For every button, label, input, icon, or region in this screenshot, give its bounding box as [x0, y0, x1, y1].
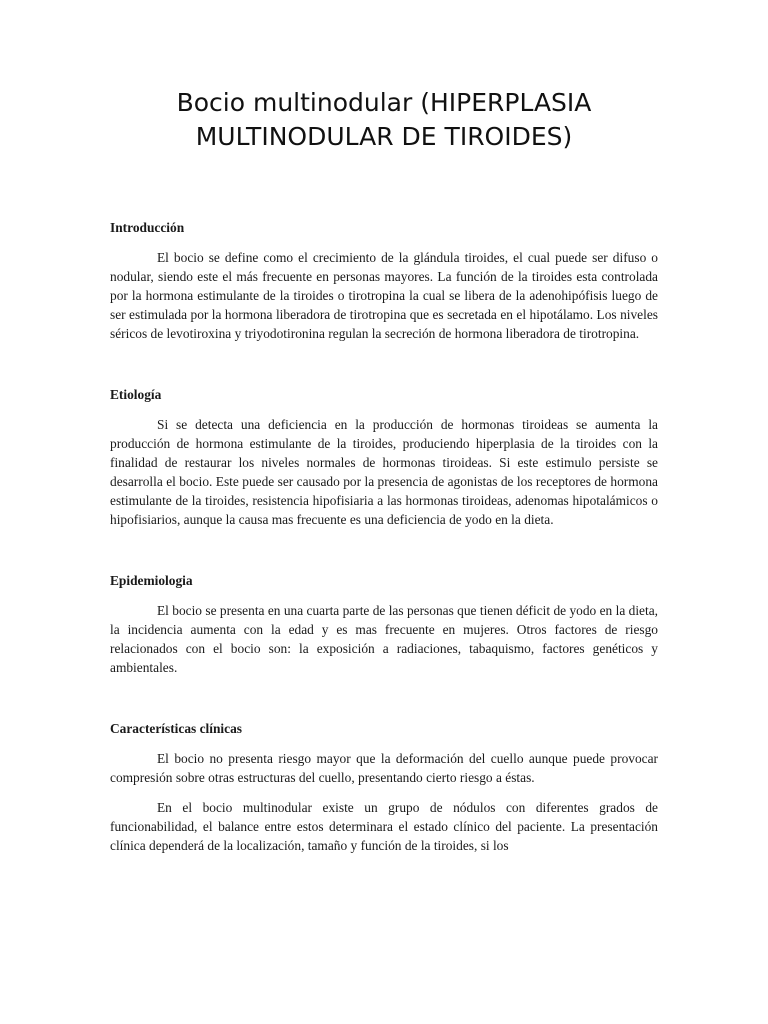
- paragraph: El bocio se define como el crecimiento de la glándula tiroides, el cual puede ser difuso o nodular, siendo este el más frecuente en personas mayores. La función de la tiroides esta controlada por la hormona estimulante de la tiroides o tirotropina la cual se libera de la adenohipófisis luego de ser estimulada por la hormona liberadora de tirotropina que es secretada en el hipotálamo. Los niveles séricos de levotiroxina y triyodotironina regulan la secreción de hormona liberadora de tirotropina.: [110, 250, 658, 341]
- page-title: [60, 86, 708, 154]
- paragraph: En el bocio multinodular existe un grupo de nódulos con diferentes grados de funcionabilidad, el balance entre estos determinara el estado clínico del paciente. La presentación clínica dependerá de la localización, tamaño y función de la tiroides, si los: [110, 800, 658, 853]
- section-heading: Características clínicas: [110, 721, 243, 736]
- paragraph: El bocio no presenta riesgo mayor que la deformación del cuello aunque puede provocar compresión sobre otras estructuras del cuello, presentando cierto riesgo a éstas.: [110, 751, 658, 785]
- section-spacer: [110, 540, 658, 571]
- paragraph: Si se detecta una deficiencia en la producción de hormonas tiroideas se aumenta la producción de hormona estimulante de la tiroides, produciendo hiperplasia de la tiroides con la finalidad de restaurar los niveles normales de hormonas tiroideas. Si este estimulo persiste se desarrolla el bocio. Este puede ser causado por la presencia de agonistas de los receptores de hormona estimulante de la tiroides, resistencia hipofisiaria a las hormonas tiroideas, adenomas hipotalámicos o hipofisiarios, aunque la causa mas frecuente es una deficiencia de yodo en la dieta.: [110, 417, 658, 527]
- section-introduccion: [110, 218, 658, 343]
- section-heading: Epidemiologia: [110, 573, 193, 588]
- section-heading: Etiología: [110, 387, 162, 402]
- section-spacer: [110, 688, 658, 719]
- title-line-2: MULTINODULAR DE TIROIDES): [195, 122, 573, 151]
- section-heading: Introducción: [110, 220, 185, 235]
- section-caracteristicas-clinicas: [110, 719, 658, 855]
- paragraph: El bocio se presenta en una cuarta parte de las personas que tienen déficit de yodo en la dieta, la incidencia aumenta con la edad y es mas frecuente en mujeres. Otros factores de riesgo relacionados con el bocio son: la exposición a radiaciones, tabaquismo, factores genéticos y ambientales.: [110, 603, 658, 675]
- section-epidemiologia: [110, 571, 658, 677]
- section-etiologia: [110, 385, 658, 529]
- document-body: [110, 218, 658, 866]
- title-line-1: Bocio multinodular (HIPERPLASIA: [176, 88, 592, 117]
- section-spacer: [110, 354, 658, 385]
